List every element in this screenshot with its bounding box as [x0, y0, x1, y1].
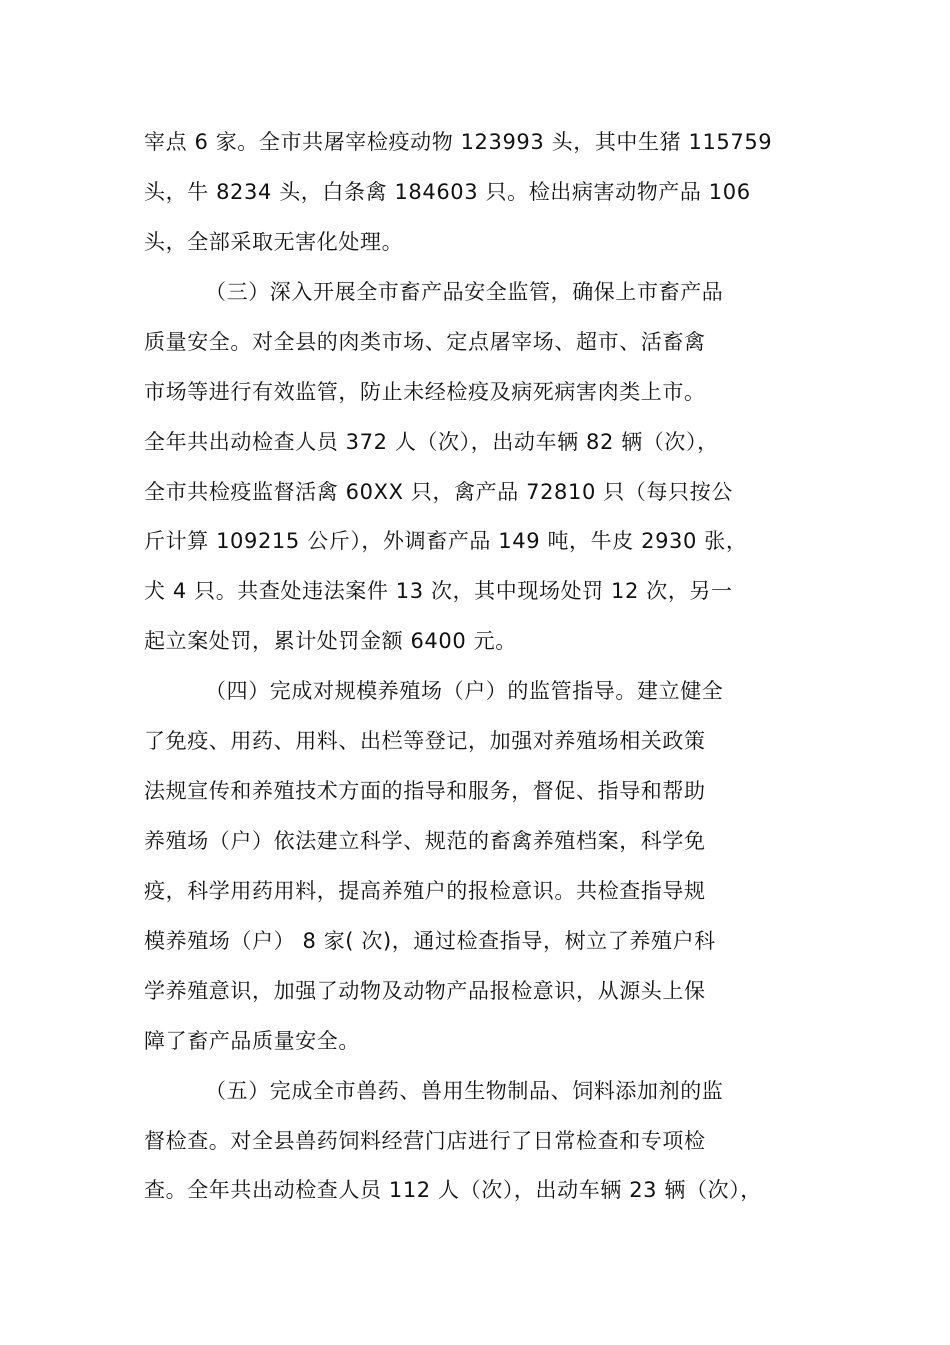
- text-line: 质量安全。对全县的肉类市场、定点屠宰场、超市、活畜禽: [144, 330, 706, 354]
- text-line: 犬 4 只。共查处违法案件 13 次，其中现场处罚 12 次，另一: [144, 579, 733, 603]
- text-line: 督检查。对全县兽药饲料经营门店进行了日常检查和专项检: [144, 1129, 706, 1153]
- text-line: 养殖场（户）依法建立科学、规范的畜禽养殖档案，科学免: [144, 829, 706, 853]
- text-line: 学养殖意识，加强了动物及动物产品报检意识，从源头上保: [144, 979, 706, 1003]
- text-line: 斤计算 109215 公斤），外调畜产品 149 吨，牛皮 2930 张，: [144, 529, 748, 553]
- text-line: 疫，科学用药用料，提高养殖户的报检意识。共检查指导规: [144, 879, 706, 903]
- text-line: 头，全部采取无害化处理。: [144, 230, 404, 254]
- section-three-heading-line: （三）深入开展全市畜产品安全监管，确保上市畜产品: [205, 280, 724, 304]
- text-line: 宰点 6 家。全市共屠宰检疫动物 123993 头，其中生猪 115759: [144, 130, 773, 154]
- text-line: 障了畜产品质量安全。: [144, 1029, 360, 1053]
- text-line: 法规宣传和养殖技术方面的指导和服务，督促、指导和帮助: [144, 779, 706, 803]
- text-line: 查。全年共出动检查人员 112 人（次），出动车辆 23 辆（次），: [144, 1178, 762, 1202]
- text-line: 模养殖场（户） 8 家( 次)，通过检查指导，树立了养殖户科: [144, 929, 716, 953]
- section-four-heading-line: （四）完成对规模养殖场（户）的监管指导。建立健全: [205, 679, 724, 703]
- text-line: 头，牛 8234 头，白条禽 184603 只。检出病害动物产品 106: [144, 180, 751, 204]
- text-line: 了免疫、用药、用料、出栏等登记，加强对养殖场相关政策: [144, 729, 706, 753]
- text-line: 市场等进行有效监管，防止未经检疫及病死病害肉类上市。: [144, 380, 706, 404]
- section-five-heading-line: （五）完成全市兽药、兽用生物制品、饲料添加剂的监: [205, 1079, 724, 1103]
- text-line: 起立案处罚，累计处罚金额 6400 元。: [144, 629, 517, 653]
- text-line: 全市共检疫监督活禽 60XX 只，禽产品 72810 只（每只按公: [144, 480, 733, 504]
- text-line: 全年共出动检查人员 372 人（次），出动车辆 82 辆（次），: [144, 430, 719, 454]
